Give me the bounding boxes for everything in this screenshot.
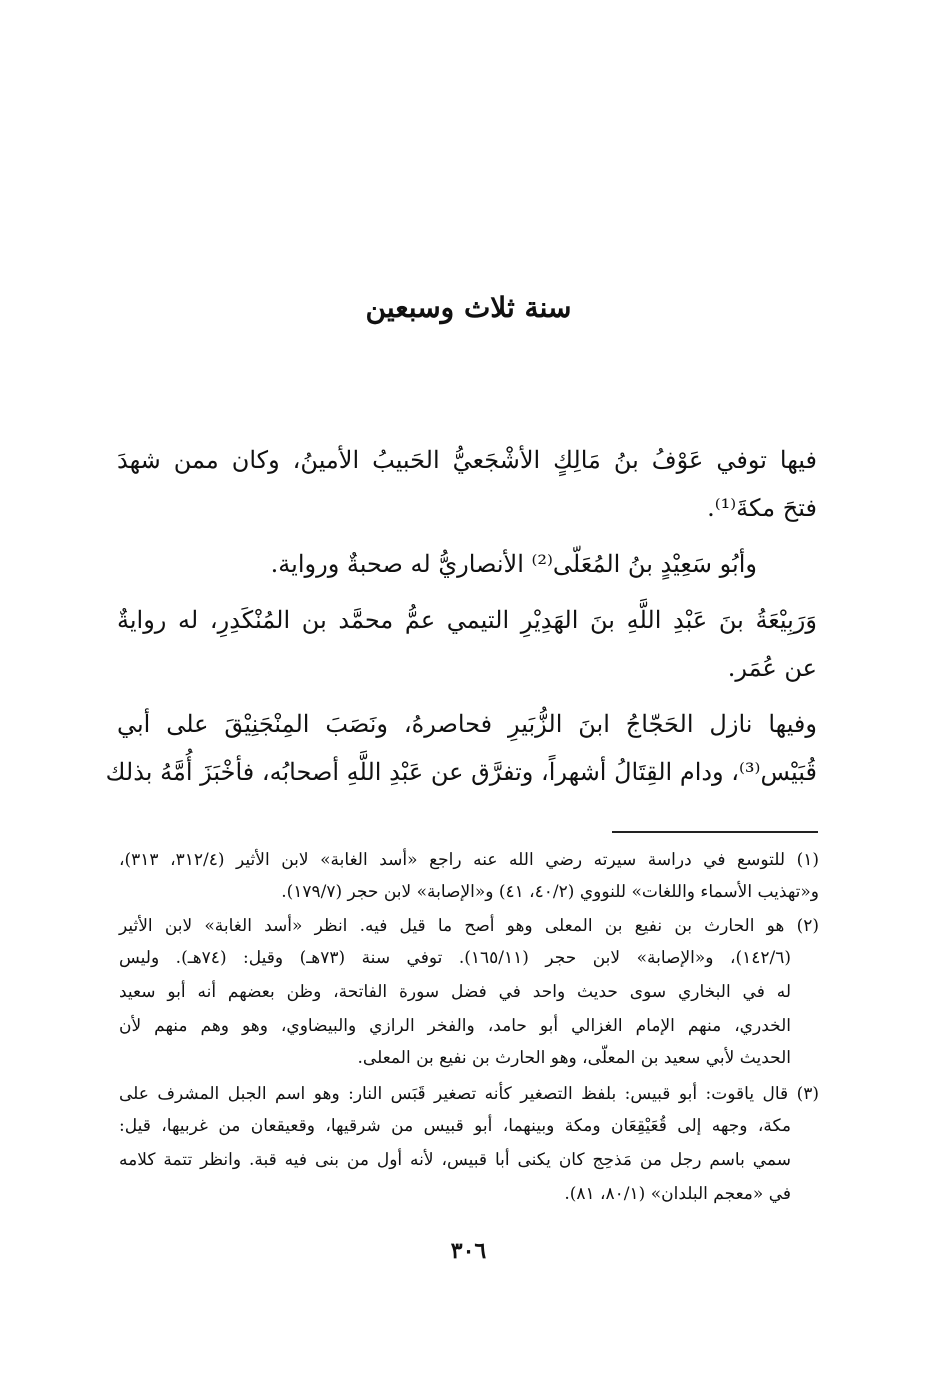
- footnote-line: في «معجم البلدان» (٨٠/١، ٨١).: [564, 1184, 791, 1204]
- footnote-line: (١) للتوسع في دراسة سيرته رضي الله عنه راجع «أسد الغابة» لابن الأثير (٣١٢/٤، ٣١٣)،: [119, 850, 820, 870]
- footnote-separator: [612, 831, 818, 833]
- body-line: وَرَبِيْعَةُ بنَ عَبْدِ اللَّهِ بنَ الهَدِيْرِ التيمي عمُّ محمَّد بن المُنْكَدِرِ، له روايةٌ: [117, 606, 817, 634]
- body-line: وأبُو سَعِيْدٍ بنُ المُعَلّى⁽²⁾ الأنصاريُّ له صحبةٌ ورواية.: [270, 550, 757, 578]
- body-line: عن عُمَر.: [727, 654, 817, 682]
- body-line: قُبَيْس⁽³⁾، ودام القِتَالُ أشهراً، وتفرَّق عن عَبْدِ اللَّهِ أصحابُه، فأخْبَزَ أُمَّهُ بذلك: [105, 758, 817, 786]
- footnote-line: و«تهذيب الأسماء واللغات» للنووي (٤٠/٢، ٤١) و«الإصابة» لابن حجر (١٧٩/٧).: [281, 882, 819, 902]
- body-line: فتحَ مكةَ⁽¹⁾.: [707, 494, 817, 522]
- footnote-line: الخدري، منهم الإمام الغزالي أبو حامد، والفخر الرازي والبيضاوي، وهو وهم منهم لأن: [119, 1016, 791, 1036]
- page-number: ٣٠٦: [450, 1238, 487, 1264]
- body-line: فيها توفي عَوْفُ بنُ مَالِكٍ الأشْجَعيُّ الحَبيبُ الأمينُ، وكان ممن شهدَ: [117, 446, 817, 474]
- footnote-line: (٣) قال ياقوت: أبو قبيس: بلفظ التصغير كأنه تصغير قَبَس النار: وهو اسم الجبل المشرف على: [119, 1084, 819, 1104]
- footnote-line: (١٤٢/٦)، و«الإصابة» لابن حجر (١٦٥/١١). توفي سنة (٧٣هـ) وقيل: (٧٤هـ). وليس: [119, 948, 791, 968]
- body-line: وفيها نازل الحَجّاجُ ابنَ الزُّبَيرِ فحاصرهُ، ونَصَبَ المِنْجَنِيْقَ على أبي: [117, 710, 817, 738]
- page-title: سنة ثلاث وسبعين: [365, 291, 572, 324]
- footnote-line: سمي باسم رجل من مَذحِج كان يكنى أبا قبيس، لأنه أول من بنى فيه قبة. وانظر تتمة كلامه: [119, 1150, 791, 1170]
- footnote-line: الحديث لأبي سعيد بن المعلّى، وهو الحارث بن نفيع بن المعلى.: [357, 1048, 791, 1068]
- footnote-line: (٢) هو الحارث بن نفيع بن المعلى وهو أصح ما قيل فيه. انظر «أسد الغابة» لابن الأثير: [119, 916, 819, 936]
- footnote-line: له في البخاري سوى حديث واحد في فضل سورة الفاتحة، وظن بعضهم أنه أبو سعيد: [119, 982, 791, 1002]
- footnote-line: مكة، وجهه إلى قُعَيْقِعَان ومكة وبينهما، أبو قبيس من شرقيها، وقعيقعان من غربيها، قيل:: [119, 1116, 791, 1136]
